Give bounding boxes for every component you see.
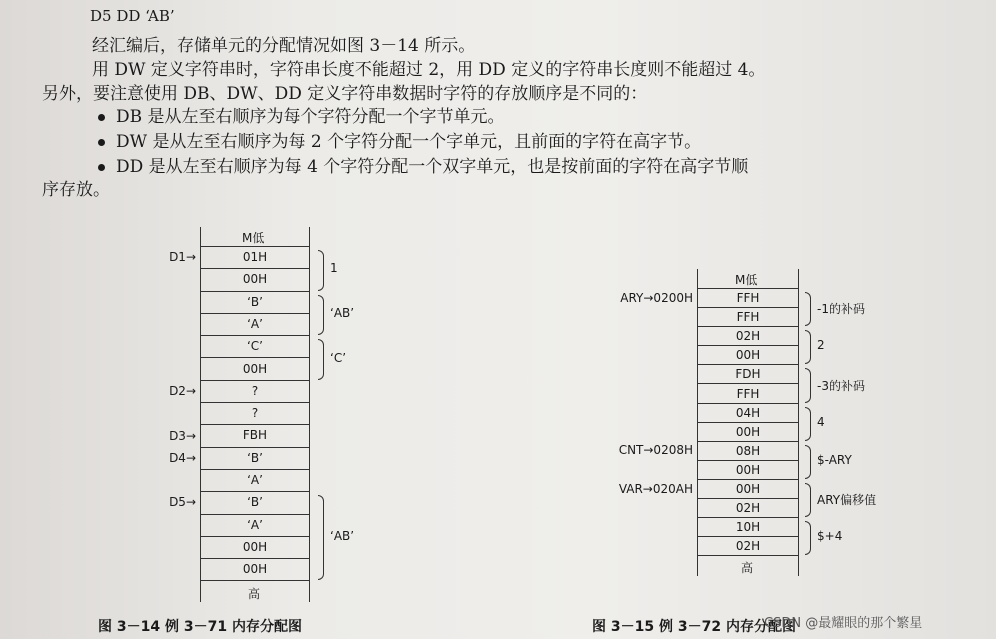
address-pointer-label: CNT→0208H	[618, 443, 693, 458]
bullet-icon	[98, 139, 105, 146]
group-label: 4	[817, 414, 825, 429]
memory-cell: 00H	[201, 537, 309, 559]
bullet-icon	[98, 114, 105, 121]
figure-caption-3-15: 图 3－15 例 3－72 内存分配图	[592, 619, 796, 635]
group-brace	[805, 407, 811, 441]
bullet-item-dd: DD 是从左至右顺序为每 4 个字符分配一个双字单元，也是按前面的字符在高字节顺	[116, 157, 749, 177]
memory-cell: ‘B’	[201, 448, 309, 470]
group-brace	[805, 445, 811, 479]
memory-column	[200, 227, 310, 602]
memory-cell: 00H	[698, 480, 798, 499]
memory-cell: 02H	[698, 499, 798, 518]
memory-cell: ‘B’	[201, 492, 309, 514]
group-label: 1	[330, 261, 338, 276]
bullet-item-db: DB 是从左至右顺序为每个字符分配一个字节单元。	[116, 107, 505, 127]
memory-cell: ?	[201, 381, 309, 403]
memory-cell: 04H	[698, 404, 798, 423]
group-brace	[805, 521, 811, 555]
address-pointer-label: ARY→0200H	[620, 290, 693, 305]
memory-cell: 00H	[201, 269, 309, 291]
paragraph-line-3: 另外，要注意使用 DB、DW、DD 定义字符串数据时字符的存放顺序是不同的：	[42, 84, 648, 104]
memory-cell: 00H	[698, 461, 798, 480]
figure-caption-3-14: 图 3－14 例 3－71 内存分配图	[98, 619, 302, 635]
bullet-icon	[98, 164, 105, 171]
memory-cell: 08H	[698, 442, 798, 461]
group-brace	[318, 495, 324, 580]
memory-cell: FDH	[698, 365, 798, 384]
memory-cell: 02H	[698, 327, 798, 346]
watermark: CSDN @最耀眼的那个繁星	[764, 616, 923, 631]
memory-cell: FFH	[698, 289, 798, 308]
group-brace	[318, 339, 324, 380]
group-brace	[318, 295, 324, 336]
address-pointer-label: D3→	[169, 428, 196, 443]
memory-cell: 00H	[698, 423, 798, 442]
group-label: ‘AB’	[330, 305, 355, 320]
group-label: $-ARY	[817, 452, 852, 467]
memory-cell: ‘A’	[201, 470, 309, 492]
bullet-item-dd-cont: 序存放。	[42, 180, 110, 200]
memory-cell: FFH	[698, 385, 798, 404]
memory-cell: FBH	[201, 425, 309, 447]
memory-low-label: M低	[242, 231, 265, 245]
memory-cell: 00H	[698, 346, 798, 365]
memory-cell: 10H	[698, 518, 798, 537]
group-label: ‘AB’	[330, 528, 355, 543]
address-pointer-label: D1→	[169, 250, 196, 265]
memory-cell: 01H	[201, 247, 309, 269]
group-label: ‘C’	[330, 350, 347, 365]
code-line: D5 DD ‘AB’	[90, 7, 175, 25]
memory-cell: 00H	[201, 359, 309, 381]
group-label: ARY偏移值	[817, 493, 877, 508]
paragraph-line-1: 经汇编后，存储单元的分配情况如图 3－14 所示。	[92, 36, 476, 56]
group-brace	[805, 292, 811, 326]
group-label: -3的补码	[817, 378, 865, 393]
memory-high-label: 高	[248, 586, 261, 601]
memory-cell: ‘C’	[201, 336, 309, 358]
memory-cell: ‘A’	[201, 515, 309, 537]
address-pointer-label: D5→	[169, 495, 196, 510]
memory-cell: ?	[201, 403, 309, 425]
address-pointer-label: D2→	[169, 383, 196, 398]
address-pointer-label: VAR→020AH	[618, 481, 693, 496]
group-label: 2	[817, 338, 825, 353]
group-label: $+4	[817, 529, 843, 544]
memory-column	[697, 269, 799, 576]
group-brace	[805, 483, 811, 517]
memory-high-label: 高	[741, 561, 754, 576]
address-pointer-label: D4→	[169, 450, 196, 465]
memory-cell: FFH	[698, 308, 798, 327]
memory-cell: ‘A’	[201, 314, 309, 336]
paragraph-line-2: 用 DW 定义字符串时，字符串长度不能超过 2，用 DD 定义的字符串长度则不能超过 4。	[92, 60, 766, 80]
group-brace	[805, 368, 811, 402]
group-brace	[805, 330, 811, 364]
group-brace	[318, 250, 324, 291]
memory-low-label: M低	[735, 273, 758, 287]
memory-cell: 02H	[698, 537, 798, 556]
memory-cell: 00H	[201, 559, 309, 581]
group-label: -1的补码	[817, 302, 865, 317]
bullet-item-dw: DW 是从左至右顺序为每 2 个字符分配一个字单元，且前面的字符在高字节。	[116, 132, 702, 152]
memory-cell: ‘B’	[201, 292, 309, 314]
